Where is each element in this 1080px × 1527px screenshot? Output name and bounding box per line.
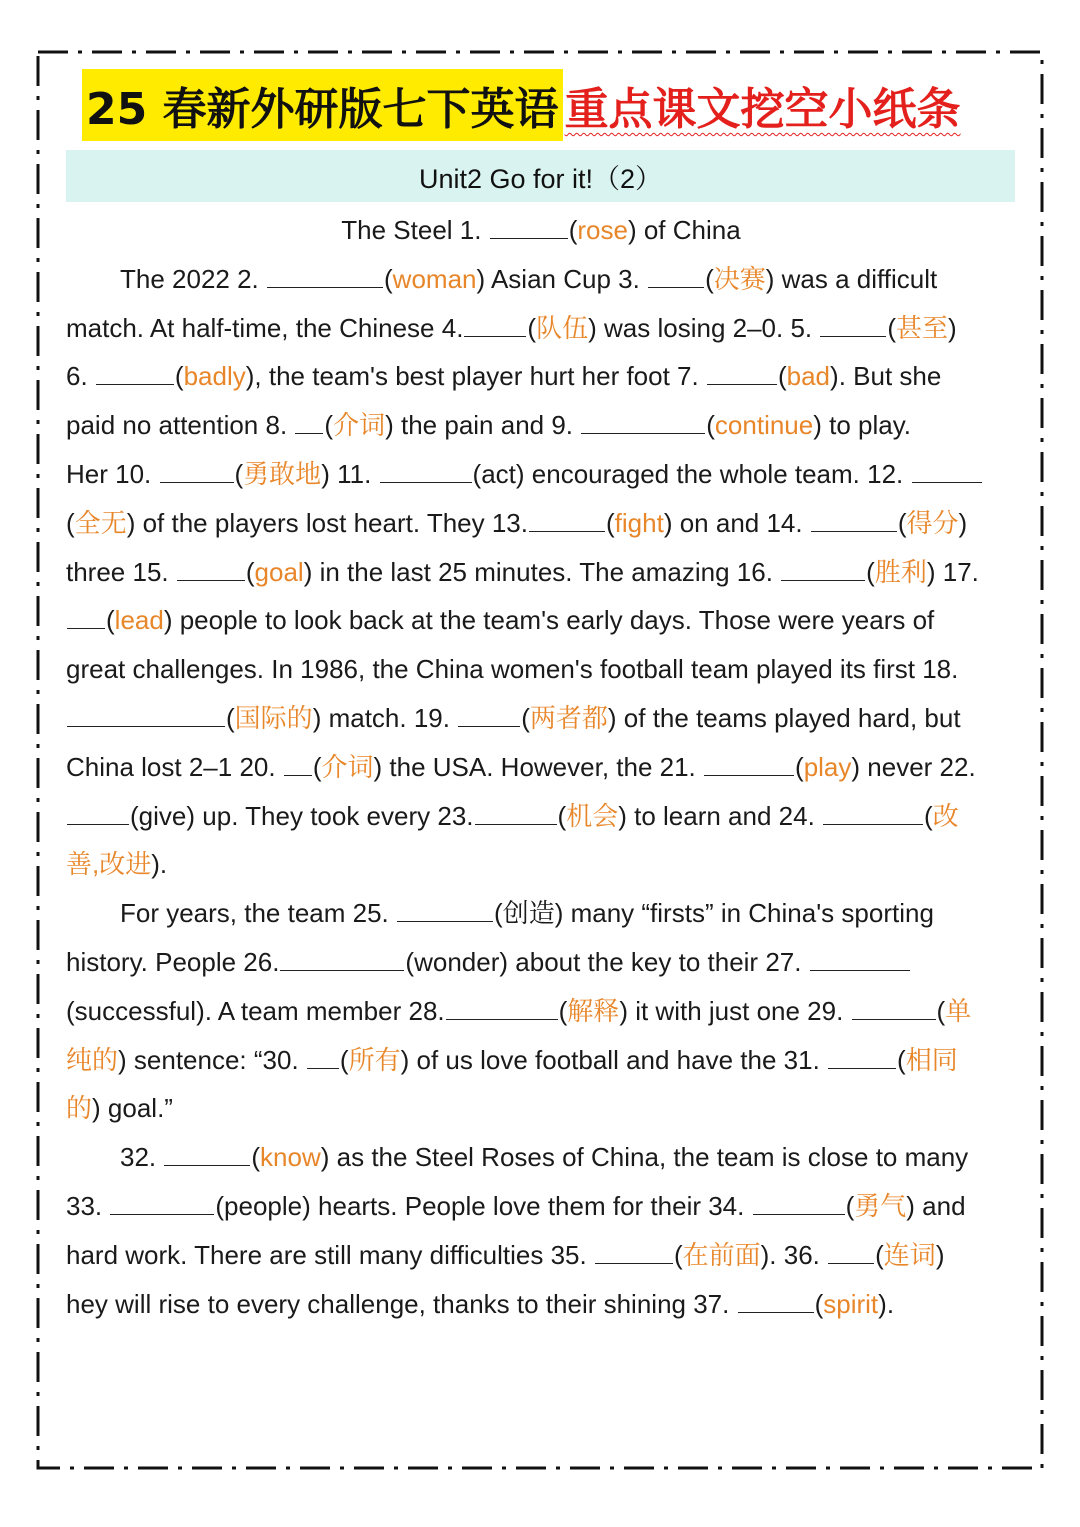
line-5: Her 10. (勇敢地) 11. (act) encouraged the whole team. 12. bbox=[66, 450, 1016, 499]
blank-9[interactable] bbox=[581, 409, 705, 434]
blank-14[interactable] bbox=[811, 507, 897, 532]
passage-title: The Steel 1. (rose) of China bbox=[341, 215, 741, 245]
blank-12[interactable] bbox=[912, 458, 982, 483]
blank-10[interactable] bbox=[160, 458, 234, 483]
blank-29[interactable] bbox=[852, 995, 936, 1020]
passage bbox=[66, 206, 1016, 1328]
blank-23[interactable] bbox=[475, 800, 557, 825]
blank-28[interactable] bbox=[446, 995, 558, 1020]
blank-26[interactable] bbox=[280, 946, 404, 971]
line-17: 纯的) sentence: “30. (所有) of us love football and have the 31. (相同 bbox=[66, 1044, 958, 1075]
blank-4[interactable] bbox=[464, 312, 526, 337]
line-18: 的) goal.” bbox=[66, 1093, 173, 1124]
blank-35[interactable] bbox=[595, 1239, 673, 1264]
blank-17[interactable] bbox=[67, 604, 105, 629]
blank-5[interactable] bbox=[820, 312, 886, 337]
blank-37[interactable] bbox=[738, 1288, 814, 1313]
line-15: history. People 26. (wonder) about the key to their 27. bbox=[66, 938, 1016, 987]
line-12: (give) up. They took every 23. (机会) to learn and 24. (改 bbox=[66, 792, 1016, 841]
title-highlighted-part: 25 春新外研版七下英语 bbox=[82, 69, 563, 141]
blank-33[interactable] bbox=[110, 1190, 214, 1215]
line-1: The 2022 2. (woman) Asian Cup 3. (决赛) was a difficult bbox=[120, 263, 938, 294]
blank-36[interactable] bbox=[828, 1239, 874, 1264]
line-3: 6. (badly), the team's best player hurt her foot 7. (bad). But she bbox=[66, 361, 942, 392]
blank-2[interactable] bbox=[267, 263, 383, 288]
blank-21[interactable] bbox=[704, 751, 794, 776]
line-8: (lead) people to look back at the team's early days. Those were years of bbox=[66, 596, 1016, 645]
blank-16[interactable] bbox=[781, 556, 865, 581]
line-19: 32. (know) as the Steel Roses of China, the team is close to many bbox=[120, 1142, 969, 1173]
line-6: (全无) of the players lost heart. They 13. (fight) on and 14. (得分) bbox=[66, 507, 968, 538]
blank-22[interactable] bbox=[67, 800, 129, 825]
blank-32[interactable] bbox=[164, 1141, 250, 1166]
blank-8[interactable] bbox=[295, 409, 323, 434]
line-7: three 15. (goal) in the last 25 minutes. The amazing 16. (胜利) 17. bbox=[66, 556, 979, 587]
blank-30[interactable] bbox=[307, 1044, 339, 1069]
line-20: 33. (people) hearts. People love them for their 34. (勇气) and bbox=[66, 1190, 966, 1221]
line-9: great challenges. In 1986, the China women's football team played its first 18. bbox=[66, 654, 959, 685]
line-16: (successful). A team member 28. (解释) it with just one 29. (单 bbox=[66, 995, 972, 1026]
blank-19[interactable] bbox=[458, 702, 520, 727]
blank-20[interactable] bbox=[284, 751, 312, 776]
blank-31[interactable] bbox=[828, 1044, 896, 1069]
blank-1[interactable] bbox=[490, 214, 568, 239]
line-11: China lost 2–1 20. (介词) the USA. However, the 21. (play) never 22. bbox=[66, 751, 976, 782]
blank-3[interactable] bbox=[648, 263, 704, 288]
blank-18[interactable] bbox=[67, 702, 225, 727]
line-4: paid no attention 8. (介词) the pain and 9. (continue) to play. bbox=[66, 410, 912, 441]
unit-heading: Unit2 Go for it!（2） bbox=[66, 150, 1015, 202]
blank-24[interactable] bbox=[823, 800, 923, 825]
blank-25[interactable] bbox=[397, 897, 493, 922]
title-red-part: 重点课文挖空小纸条 bbox=[564, 84, 961, 135]
line-14: For years, the team 25. (创造) many “firsts” in China's sporting bbox=[120, 898, 934, 929]
line-21: hard work. There are still many difficulties 35. (在前面). 36. (连词) bbox=[66, 1239, 945, 1270]
line-13: 善,改进). bbox=[66, 849, 168, 880]
line-22: hey will rise to every challenge, thanks to their shining 37. (spirit). bbox=[66, 1288, 895, 1319]
blank-15[interactable] bbox=[177, 556, 245, 581]
line-10: (国际的) match. 19. (两者都) of the teams played hard, but bbox=[66, 694, 1016, 743]
line-2: match. At half-time, the Chinese 4. (队伍) was losing 2–0. 5. (甚至) bbox=[66, 312, 957, 343]
blank-6[interactable] bbox=[96, 360, 174, 385]
blank-34[interactable] bbox=[753, 1190, 845, 1215]
blank-13[interactable] bbox=[529, 507, 605, 532]
blank-11[interactable] bbox=[380, 458, 472, 483]
blank-27[interactable] bbox=[810, 946, 910, 971]
page-title bbox=[82, 64, 1012, 146]
blank-7[interactable] bbox=[707, 360, 777, 385]
